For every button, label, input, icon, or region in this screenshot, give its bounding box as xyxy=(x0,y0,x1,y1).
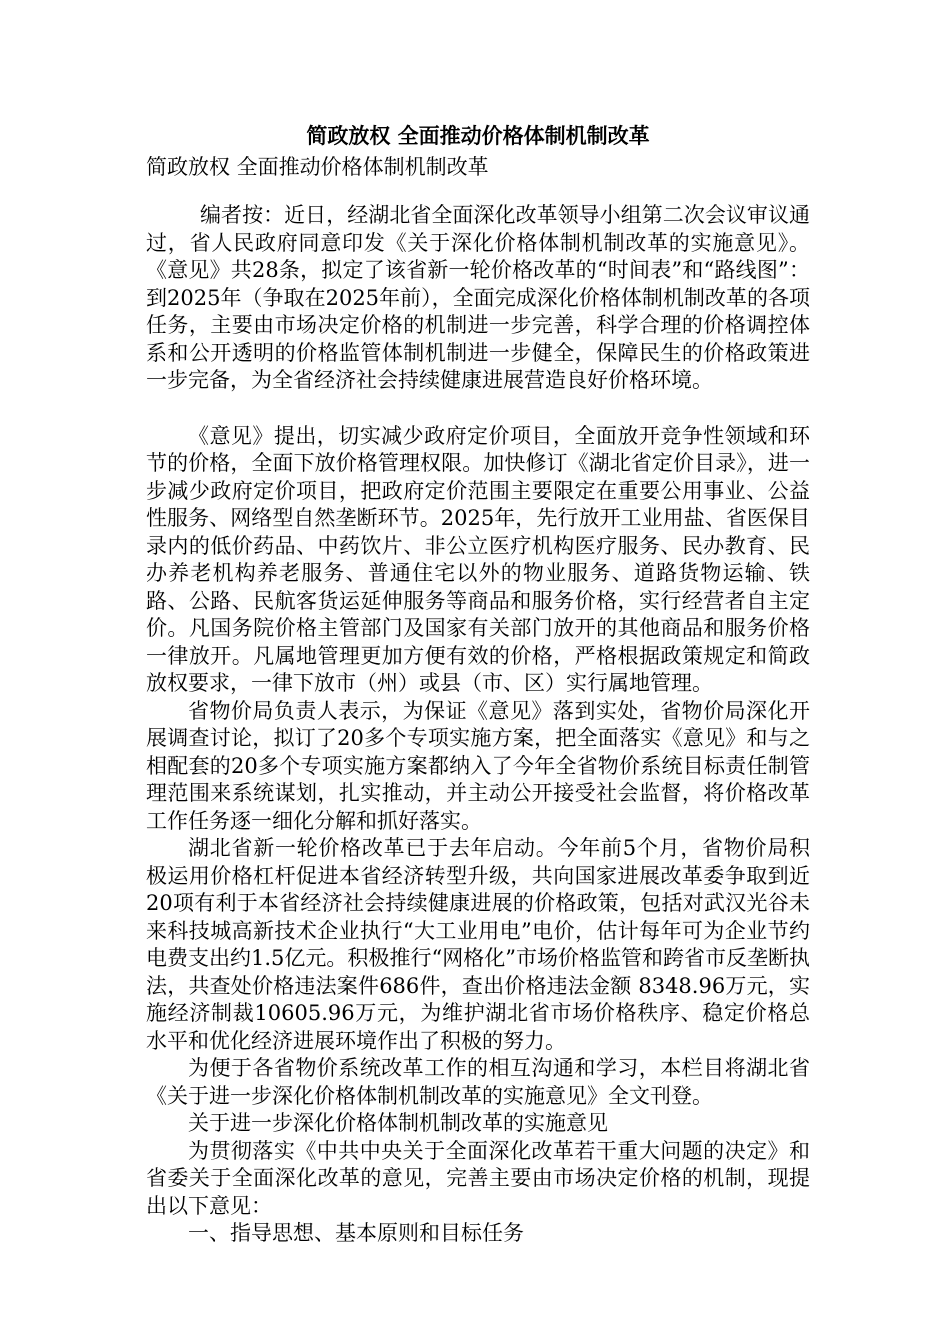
section-heading: 关于进一步深化价格体制机制改革的实施意见 xyxy=(188,1111,608,1135)
editor-note-paragraph: 编者按：近日，经湖北省全面深化改革领导小组第二次会议审议通过，省人民政府同意印发《关于深化价格体制机制改革的实施意见》。《意见》共28条，拟定了该省新一轮价格改革的“时间表”和“路线图”：到2025年（争取在2025年前），全面完成深化价格体制机制改革的各项任务，主要由市场决定价格的机制进一步完善，科学合理的价格调控体系和公开透明的价格监管体制机制进一步健全，保障民生的价格政策进一步完备，为全省经济社会持续健康进展营造良好价格环境。 xyxy=(146,203,810,392)
purpose-paragraph: 为贯彻落实《中共中央关于全面深化改革若干重大问题的决定》和省委关于全面深化改革的意见，完善主要由市场决定价格的机制，现提出以下意见： xyxy=(146,1138,810,1218)
reform-progress-paragraph: 湖北省新一轮价格改革已于去年启动。今年前5个月，省物价局积极运用价格杠杆促进本省经济转型升级，共向国家进展改革委争取到近20项有利于本省经济社会持续健康进展的价格政策，包括对武汉光谷未来科技城高新技术企业执行“大工业用电”电价，估计每年可为企业节约电费支出约1.5亿元。积极推行“网格化”市场价格监管和跨省市反垄断执法，共查处价格违法案件686件，查出价格违法金额 8348.96万元，实施经济制裁10605.96万元，为维护湖北省市场价格秩序、稳定价格总水平和优化经济进展环境作出了积极的努力。 xyxy=(146,836,810,1053)
opinion-summary-paragraph: 《意见》提出，切实减少政府定价项目，全面放开竞争性领域和环节的价格，全面下放价格管理权限。加快修订《湖北省定价目录》，进一步减少政府定价项目，把政府定价范围主要限定在重要公用事业、公益性服务、网络型自然垄断环节。2025年，先行放开工业用盐、省医保目录内的低价药品、中药饮片、非公立医疗机构医疗服务、民办教育、民办养老机构养老服务、普通住宅以外的物业服务、道路货物运输、铁路、公路、民航客货运延伸服务等商品和服务价格，实行经营者自主定价。凡国务院价格主管部门及国家有关部门放开的其他商品和服务价格一律放开。凡属地管理更加方便有效的价格，严格根据政策规定和简政放权要求，一律下放市（州）或县（市、区）实行属地管理。 xyxy=(146,423,810,695)
official-statement-paragraph: 省物价局负责人表示，为保证《意见》落到实处，省物价局深化开展调查讨论，拟订了20多个专项实施方案，把全面落实《意见》和与之相配套的20多个专项实施方案都纳入了今年全省物价系统目标责任制管理范围来系统谋划，扎实推动，并主动公开接受社会监督，将价格改革工作任务逐一细化分解和抓好落实。 xyxy=(146,698,810,833)
publication-note-paragraph: 为便于各省物价系统改革工作的相互沟通和学习，本栏目将湖北省《关于进一步深化价格体制机制改革的实施意见》全文刊登。 xyxy=(146,1056,810,1108)
document-subtitle: 简政放权 全面推动价格体制机制改革 xyxy=(146,155,489,179)
chapter-heading: 一、指导思想、基本原则和目标任务 xyxy=(188,1221,524,1245)
document-title: 简政放权 全面推动价格体制机制改革 xyxy=(306,123,650,148)
document-body xyxy=(146,120,810,1248)
